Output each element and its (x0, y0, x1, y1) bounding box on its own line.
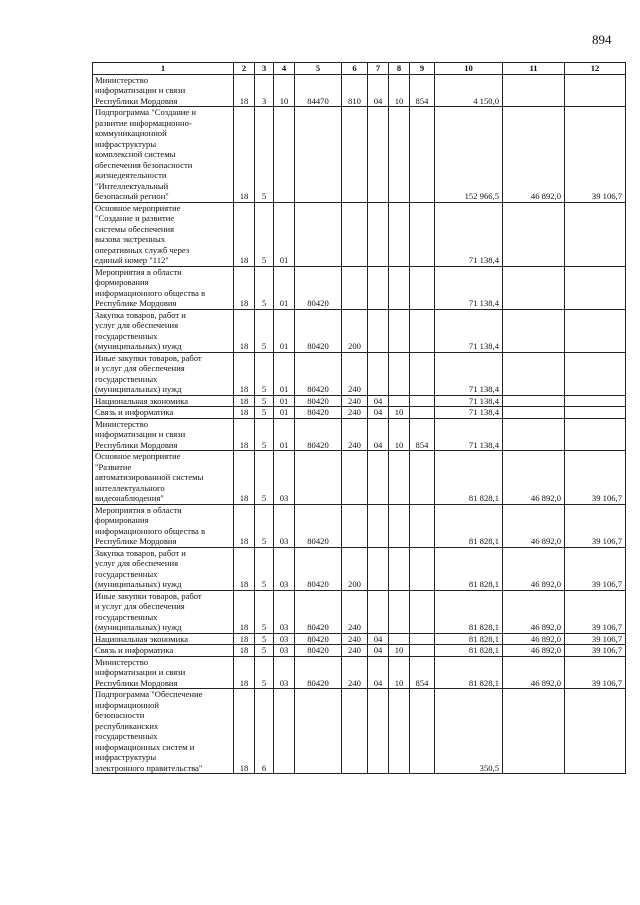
cell-c9 (410, 633, 435, 645)
cell-c12: 39 106,7 (565, 590, 626, 633)
cell-c11: 46 892,0 (503, 633, 565, 645)
cell-c8 (389, 590, 410, 633)
cell-c12 (565, 202, 626, 266)
column-header: 11 (503, 63, 565, 75)
cell-c10: 71 138,4 (435, 202, 503, 266)
cell-c10: 71 138,4 (435, 352, 503, 395)
row-name-cell: Закупка товаров, работ и услуг для обеспечения государственных (муниципальных) нужд (93, 309, 234, 352)
cell-c9 (410, 504, 435, 547)
cell-c12 (565, 418, 626, 451)
cell-c11 (503, 395, 565, 407)
cell-c7 (368, 590, 389, 633)
column-header: 1 (93, 63, 234, 75)
cell-c5 (295, 689, 342, 774)
cell-c9 (410, 689, 435, 774)
cell-c4: 03 (274, 633, 295, 645)
cell-c6 (342, 107, 368, 203)
table-row (93, 689, 626, 774)
cell-c3: 5 (255, 352, 274, 395)
cell-c9 (410, 309, 435, 352)
cell-c2: 18 (234, 352, 255, 395)
cell-c7 (368, 504, 389, 547)
cell-c11 (503, 418, 565, 451)
cell-c3: 5 (255, 266, 274, 309)
cell-c11 (503, 202, 565, 266)
cell-c4: 03 (274, 504, 295, 547)
cell-c7: 04 (368, 645, 389, 657)
cell-c9 (410, 547, 435, 590)
cell-c8 (389, 689, 410, 774)
cell-c6: 240 (342, 395, 368, 407)
cell-c8: 10 (389, 645, 410, 657)
cell-c8: 10 (389, 418, 410, 451)
cell-c2: 18 (234, 547, 255, 590)
cell-c12: 39 106,7 (565, 107, 626, 203)
cell-c11 (503, 74, 565, 107)
cell-c9 (410, 451, 435, 505)
cell-c7 (368, 266, 389, 309)
cell-c7 (368, 309, 389, 352)
header-row (93, 63, 626, 75)
cell-c4: 01 (274, 266, 295, 309)
cell-c4 (274, 689, 295, 774)
row-name-cell: Подпрограмма "Обеспечение информационной безопасности республиканских государственных информационных систем и инфраструктуры электронного правительства" (93, 689, 234, 774)
cell-c6: 240 (342, 590, 368, 633)
cell-c11: 46 892,0 (503, 590, 565, 633)
cell-c11: 46 892,0 (503, 451, 565, 505)
cell-c2: 18 (234, 202, 255, 266)
cell-c10: 81 828,1 (435, 633, 503, 645)
cell-c3: 6 (255, 689, 274, 774)
cell-c9 (410, 407, 435, 419)
row-name-cell: Мероприятия в области формирования информационного общества в Республике Мордовия (93, 504, 234, 547)
cell-c11 (503, 309, 565, 352)
table-row (93, 352, 626, 395)
cell-c5: 80420 (295, 633, 342, 645)
cell-c5: 80420 (295, 590, 342, 633)
row-name-cell: Основное мероприятие "Развитие автоматизированной системы интеллектуального видеонаблюдения" (93, 451, 234, 505)
cell-c8 (389, 352, 410, 395)
cell-c6: 240 (342, 418, 368, 451)
cell-c3: 5 (255, 590, 274, 633)
cell-c7 (368, 352, 389, 395)
cell-c4 (274, 107, 295, 203)
cell-c4: 03 (274, 451, 295, 505)
cell-c2: 18 (234, 504, 255, 547)
cell-c12: 39 106,7 (565, 656, 626, 689)
cell-c5: 80420 (295, 418, 342, 451)
row-name-cell: Мероприятия в области формирования информационного общества в Республике Мордовия (93, 266, 234, 309)
table-row (93, 590, 626, 633)
cell-c4: 01 (274, 395, 295, 407)
cell-c5: 80420 (295, 352, 342, 395)
cell-c10: 350,5 (435, 689, 503, 774)
cell-c4: 01 (274, 407, 295, 419)
row-name-cell: Иные закупки товаров, работ и услуг для обеспечения государственных (муниципальных) нужд (93, 352, 234, 395)
cell-c4: 10 (274, 74, 295, 107)
cell-c12: 39 106,7 (565, 547, 626, 590)
cell-c11: 46 892,0 (503, 504, 565, 547)
row-name-cell: Связь и информатика (93, 645, 234, 657)
cell-c9: 854 (410, 418, 435, 451)
cell-c11 (503, 407, 565, 419)
table-row (93, 266, 626, 309)
cell-c7 (368, 689, 389, 774)
cell-c6: 200 (342, 309, 368, 352)
cell-c8: 10 (389, 407, 410, 419)
row-name-cell: Связь и информатика (93, 407, 234, 419)
cell-c2: 18 (234, 309, 255, 352)
cell-c3: 5 (255, 645, 274, 657)
cell-c2: 18 (234, 266, 255, 309)
column-header: 2 (234, 63, 255, 75)
table-row (93, 656, 626, 689)
cell-c3: 5 (255, 633, 274, 645)
cell-c9 (410, 107, 435, 203)
cell-c10: 71 138,4 (435, 309, 503, 352)
cell-c10: 4 150,0 (435, 74, 503, 107)
cell-c2: 18 (234, 451, 255, 505)
cell-c6: 240 (342, 633, 368, 645)
row-name-cell: Иные закупки товаров, работ и услуг для обеспечения государственных (муниципальных) нужд (93, 590, 234, 633)
row-name-cell: Министерство информатизации и связи Республики Мордовия (93, 418, 234, 451)
cell-c6: 240 (342, 656, 368, 689)
cell-c12 (565, 266, 626, 309)
cell-c2: 18 (234, 656, 255, 689)
table-row (93, 309, 626, 352)
cell-c3: 5 (255, 418, 274, 451)
cell-c2: 18 (234, 645, 255, 657)
cell-c12: 39 106,7 (565, 645, 626, 657)
cell-c8 (389, 633, 410, 645)
cell-c7 (368, 107, 389, 203)
cell-c10: 81 828,1 (435, 547, 503, 590)
cell-c8: 10 (389, 656, 410, 689)
cell-c7 (368, 202, 389, 266)
cell-c11: 46 892,0 (503, 656, 565, 689)
cell-c5: 80420 (295, 266, 342, 309)
cell-c4: 01 (274, 352, 295, 395)
cell-c8: 10 (389, 74, 410, 107)
column-header: 3 (255, 63, 274, 75)
cell-c10: 71 138,4 (435, 418, 503, 451)
cell-c10: 71 138,4 (435, 407, 503, 419)
cell-c8 (389, 266, 410, 309)
cell-c8 (389, 451, 410, 505)
cell-c4: 03 (274, 590, 295, 633)
column-header: 12 (565, 63, 626, 75)
cell-c5 (295, 451, 342, 505)
table-row (93, 407, 626, 419)
cell-c10: 71 138,4 (435, 395, 503, 407)
cell-c7 (368, 547, 389, 590)
cell-c12 (565, 407, 626, 419)
cell-c12: 39 106,7 (565, 451, 626, 505)
cell-c12: 39 106,7 (565, 504, 626, 547)
cell-c7: 04 (368, 656, 389, 689)
cell-c10: 81 828,1 (435, 656, 503, 689)
row-name-cell: Национальная экономика (93, 633, 234, 645)
cell-c3: 5 (255, 451, 274, 505)
cell-c6 (342, 266, 368, 309)
cell-c4: 01 (274, 418, 295, 451)
row-name-cell: Основное мероприятие "Создание и развитие системы обеспечения вызова экстренных оперативных служб через единый номер "112" (93, 202, 234, 266)
cell-c2: 18 (234, 395, 255, 407)
cell-c5: 80420 (295, 656, 342, 689)
table-row (93, 202, 626, 266)
cell-c2: 18 (234, 633, 255, 645)
column-header: 8 (389, 63, 410, 75)
cell-c2: 18 (234, 107, 255, 203)
table-row (93, 451, 626, 505)
cell-c7 (368, 451, 389, 505)
cell-c12 (565, 689, 626, 774)
column-header: 5 (295, 63, 342, 75)
cell-c6 (342, 202, 368, 266)
column-header: 9 (410, 63, 435, 75)
table-row (93, 74, 626, 107)
cell-c11: 46 892,0 (503, 645, 565, 657)
table-row (93, 395, 626, 407)
cell-c6 (342, 451, 368, 505)
cell-c9: 854 (410, 74, 435, 107)
table-row (93, 418, 626, 451)
cell-c8 (389, 504, 410, 547)
cell-c5: 84470 (295, 74, 342, 107)
cell-c9: 854 (410, 656, 435, 689)
cell-c2: 18 (234, 590, 255, 633)
budget-table (92, 62, 626, 774)
table-row (93, 547, 626, 590)
cell-c6: 240 (342, 645, 368, 657)
cell-c12 (565, 309, 626, 352)
cell-c2: 18 (234, 407, 255, 419)
cell-c7: 04 (368, 74, 389, 107)
row-name-cell: Подпрограмма "Создание и развитие информационно- коммуникационной инфраструктуры комплексной системы обеспечения безопасности жизнедеятельности "Интеллектуальный безопасный регион" (93, 107, 234, 203)
cell-c10: 71 138,4 (435, 266, 503, 309)
cell-c9 (410, 590, 435, 633)
cell-c2: 18 (234, 689, 255, 774)
cell-c5: 80420 (295, 309, 342, 352)
cell-c3: 5 (255, 309, 274, 352)
cell-c5 (295, 107, 342, 203)
cell-c4: 01 (274, 202, 295, 266)
cell-c3: 3 (255, 74, 274, 107)
column-header: 10 (435, 63, 503, 75)
cell-c3: 5 (255, 407, 274, 419)
cell-c9 (410, 202, 435, 266)
row-name-cell: Национальная экономика (93, 395, 234, 407)
table-row (93, 504, 626, 547)
cell-c10: 81 828,1 (435, 451, 503, 505)
cell-c4: 03 (274, 547, 295, 590)
cell-c7: 04 (368, 407, 389, 419)
cell-c11 (503, 266, 565, 309)
cell-c3: 5 (255, 547, 274, 590)
cell-c5: 80420 (295, 504, 342, 547)
table-row (93, 107, 626, 203)
cell-c7: 04 (368, 418, 389, 451)
cell-c6: 240 (342, 407, 368, 419)
column-header: 4 (274, 63, 295, 75)
row-name-cell: Министерство информатизации и связи Республики Мордовия (93, 74, 234, 107)
column-header: 7 (368, 63, 389, 75)
cell-c12 (565, 74, 626, 107)
cell-c3: 5 (255, 656, 274, 689)
cell-c7: 04 (368, 395, 389, 407)
cell-c5: 80420 (295, 407, 342, 419)
cell-c3: 5 (255, 504, 274, 547)
table-body (93, 74, 626, 774)
cell-c6 (342, 504, 368, 547)
page-number: 894 (592, 32, 612, 47)
cell-c11 (503, 689, 565, 774)
cell-c5: 80420 (295, 395, 342, 407)
cell-c12 (565, 395, 626, 407)
cell-c2: 18 (234, 418, 255, 451)
cell-c5 (295, 202, 342, 266)
cell-c8 (389, 395, 410, 407)
table-row (93, 645, 626, 657)
cell-c3: 5 (255, 107, 274, 203)
cell-c10: 152 966,5 (435, 107, 503, 203)
cell-c9 (410, 352, 435, 395)
cell-c4: 03 (274, 656, 295, 689)
cell-c9 (410, 395, 435, 407)
cell-c12 (565, 352, 626, 395)
cell-c9 (410, 266, 435, 309)
cell-c12: 39 106,7 (565, 633, 626, 645)
cell-c11 (503, 352, 565, 395)
cell-c8 (389, 202, 410, 266)
row-name-cell: Министерство информатизации и связи Республики Мордовия (93, 656, 234, 689)
cell-c4: 01 (274, 309, 295, 352)
cell-c11: 46 892,0 (503, 107, 565, 203)
cell-c6: 810 (342, 74, 368, 107)
cell-c3: 5 (255, 202, 274, 266)
cell-c2: 18 (234, 74, 255, 107)
table-row (93, 633, 626, 645)
cell-c8 (389, 547, 410, 590)
cell-c9 (410, 645, 435, 657)
cell-c6: 240 (342, 352, 368, 395)
cell-c4: 03 (274, 645, 295, 657)
cell-c3: 5 (255, 395, 274, 407)
cell-c10: 81 828,1 (435, 504, 503, 547)
column-header: 6 (342, 63, 368, 75)
cell-c8 (389, 309, 410, 352)
cell-c11: 46 892,0 (503, 547, 565, 590)
cell-c5: 80420 (295, 645, 342, 657)
cell-c6: 200 (342, 547, 368, 590)
row-name-cell: Закупка товаров, работ и услуг для обеспечения государственных (муниципальных) нужд (93, 547, 234, 590)
cell-c10: 81 828,1 (435, 645, 503, 657)
cell-c5: 80420 (295, 547, 342, 590)
cell-c8 (389, 107, 410, 203)
cell-c7: 04 (368, 633, 389, 645)
cell-c6 (342, 689, 368, 774)
cell-c10: 81 828,1 (435, 590, 503, 633)
